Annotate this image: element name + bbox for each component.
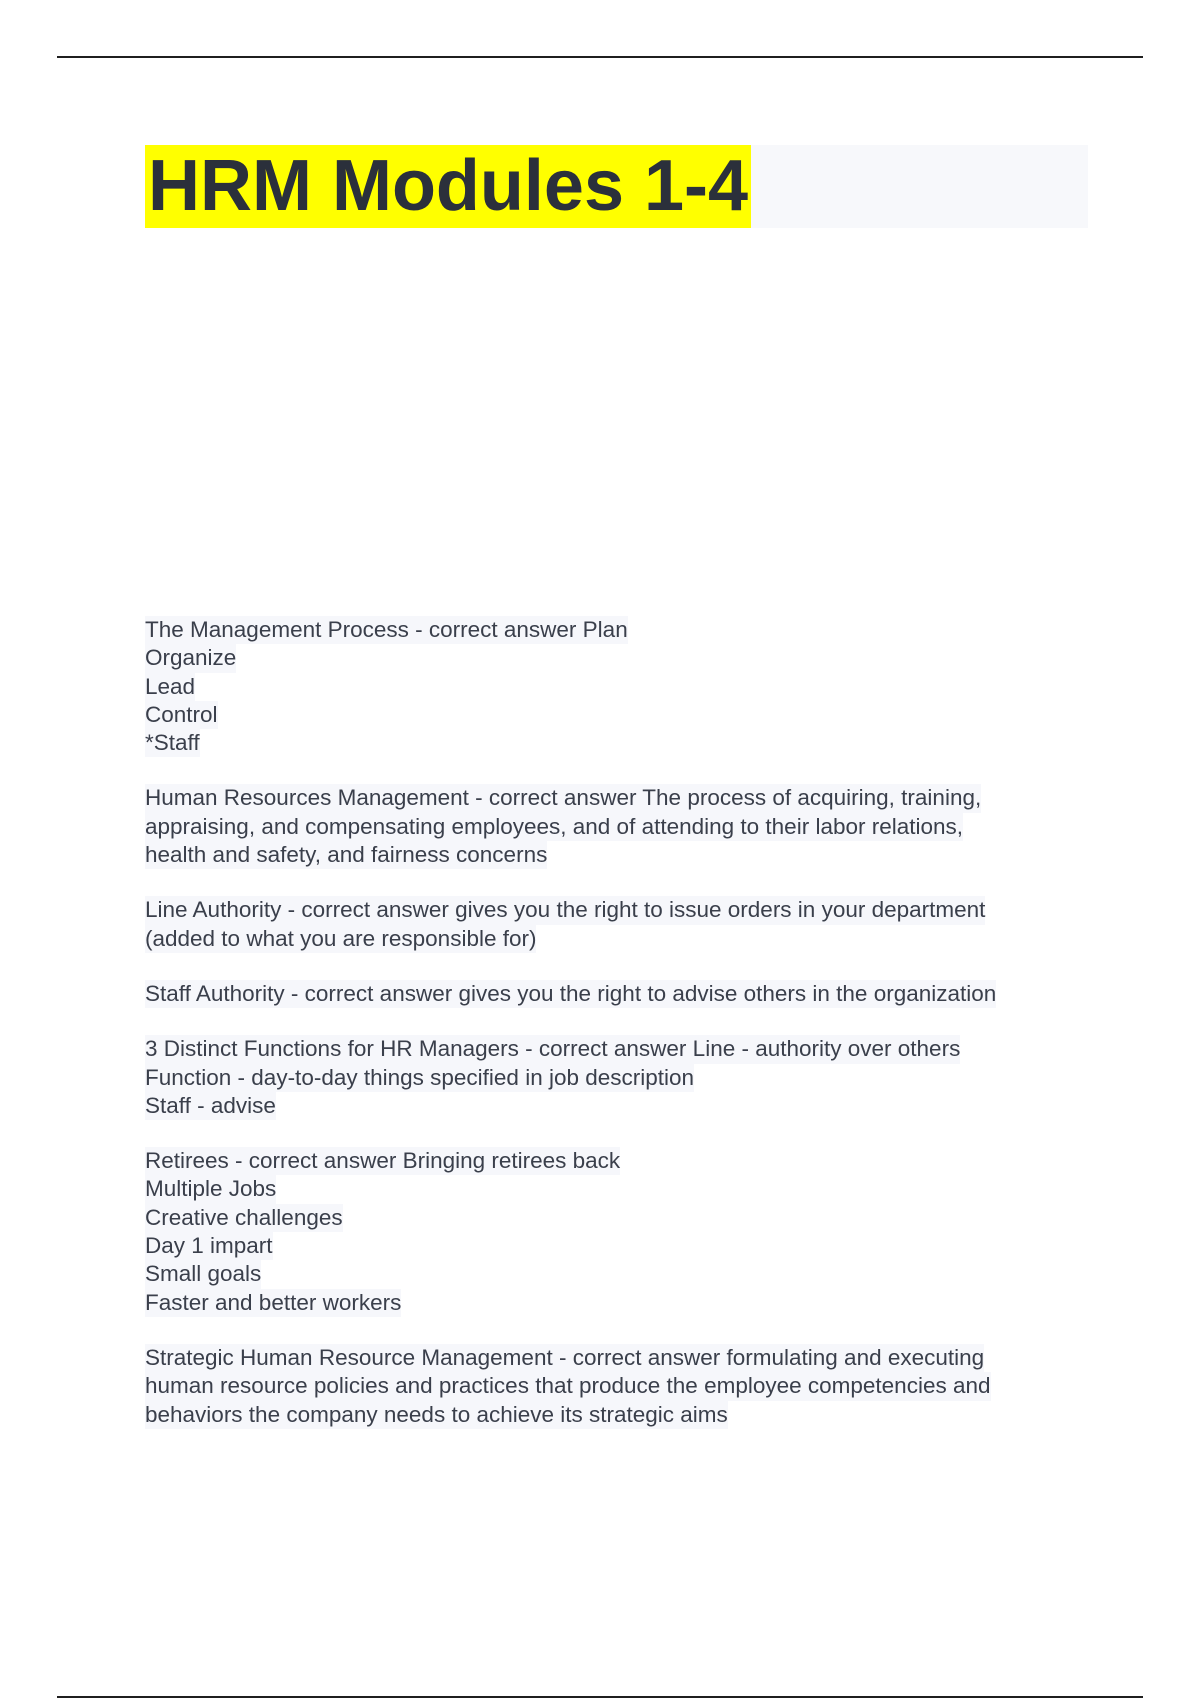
qa-line: Lead [145,673,195,701]
qa-line: Retirees - correct answer Bringing retirees back [145,1147,620,1175]
qa-line: Organize [145,644,236,672]
qa-line: Small goals [145,1260,261,1288]
qa-line: *Staff [145,729,200,757]
qa-entry-line-authority [145,896,1105,953]
qa-line: Human Resources Management - correct answer The process of acquiring, training, [145,784,981,812]
qa-line: health and safety, and fairness concerns [145,841,547,869]
qa-list [145,616,1105,1456]
bottom-rule [57,1696,1143,1698]
qa-line: appraising, and compensating employees, and of attending to their labor relations, [145,813,963,841]
qa-line: human resource policies and practices that produce the employee competencies and [145,1372,991,1400]
qa-line: Staff - advise [145,1092,276,1120]
qa-line: Day 1 impart [145,1232,273,1260]
qa-entry-hrm [145,784,1105,869]
qa-line: Strategic Human Resource Management - correct answer formulating and executing [145,1344,984,1372]
qa-entry-hr-functions [145,1035,1105,1120]
qa-line: behaviors the company needs to achieve its strategic aims [145,1401,728,1429]
qa-line: Multiple Jobs [145,1175,276,1203]
qa-line: The Management Process - correct answer Plan [145,616,628,644]
page-title: HRM Modules 1-4 [145,145,751,228]
qa-line: Control [145,701,218,729]
qa-entry-staff-authority [145,980,1105,1008]
qa-line: Faster and better workers [145,1289,401,1317]
qa-entry-retirees [145,1147,1105,1317]
qa-entry-management-process [145,616,1105,757]
qa-line: Line Authority - correct answer gives you the right to issue orders in your department [145,896,985,924]
qa-line: 3 Distinct Functions for HR Managers - correct answer Line - authority over others [145,1035,960,1063]
qa-line: (added to what you are responsible for) [145,925,536,953]
qa-line: Staff Authority - correct answer gives you the right to advise others in the organization [145,980,996,1008]
qa-line: Function - day-to-day things specified in job description [145,1064,694,1092]
qa-entry-strategic-hrm [145,1344,1105,1429]
qa-line: Creative challenges [145,1204,343,1232]
top-rule [57,56,1143,58]
